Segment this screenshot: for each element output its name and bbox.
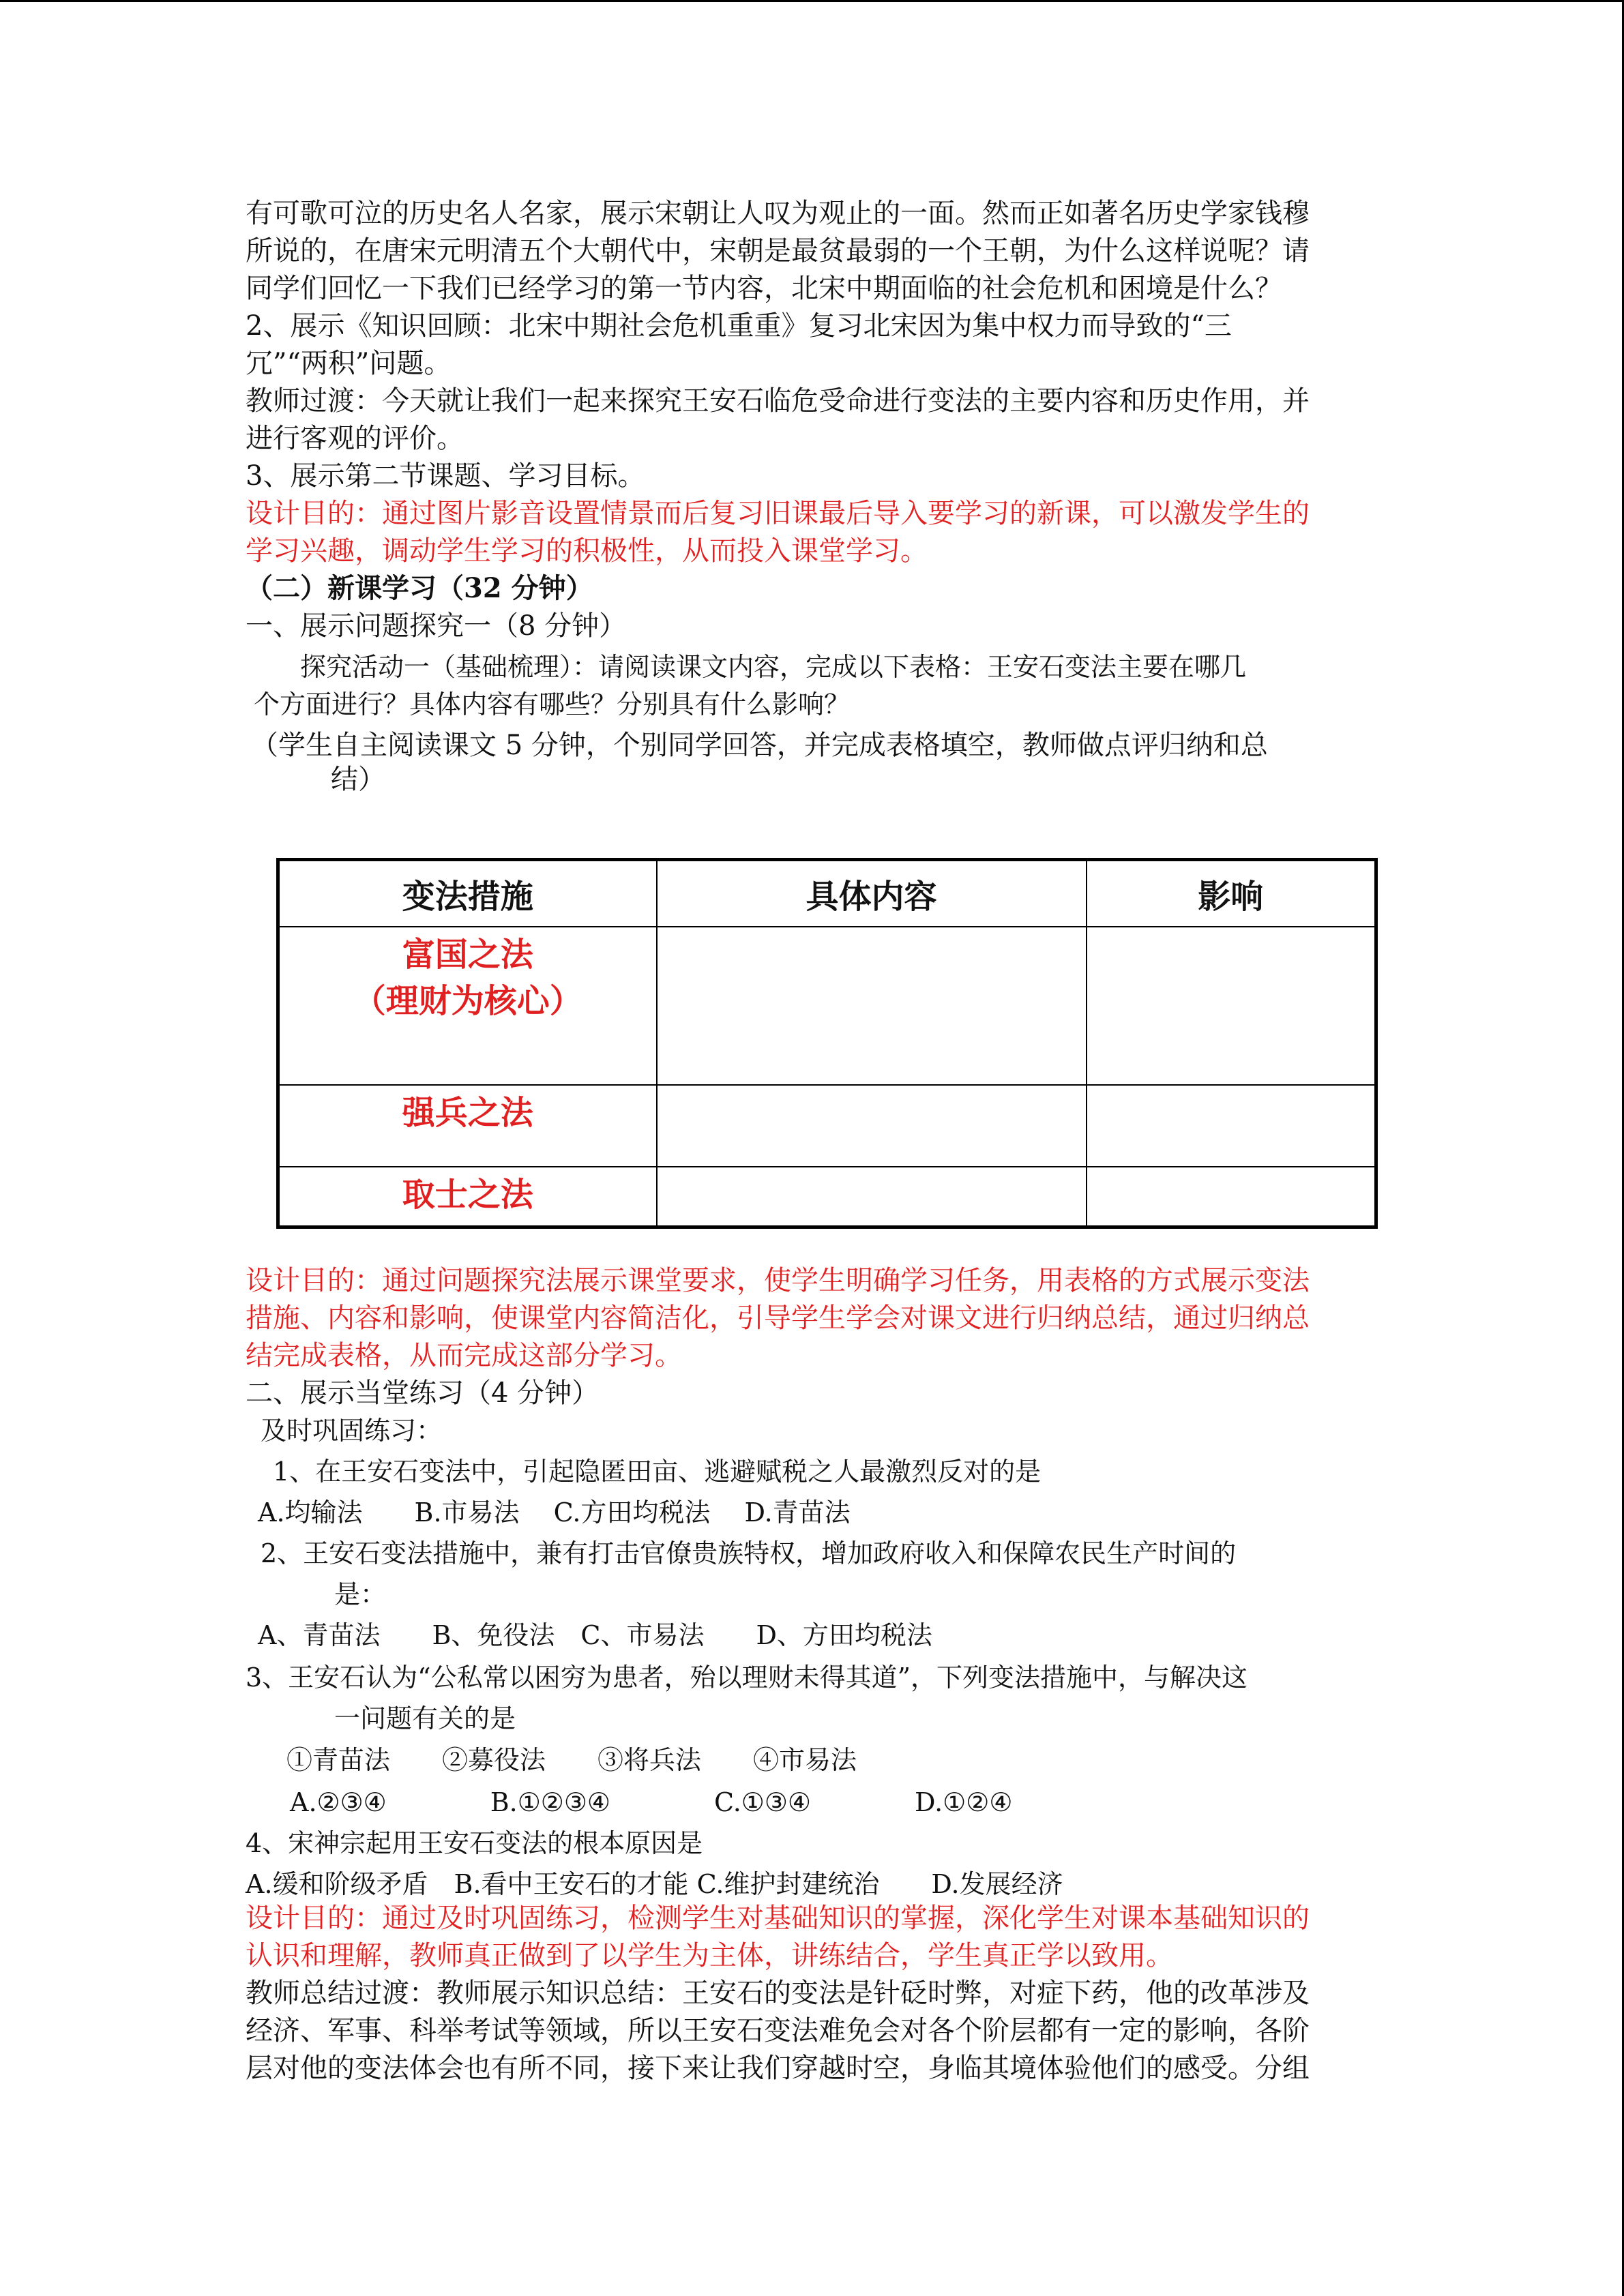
effect-cell[interactable]: [1087, 1085, 1376, 1167]
step2-line-2: 冗”“两积”问题。: [246, 348, 452, 379]
q3-stem-line-1: 3、王安石认为“公私常以困穷为患者，殆以理财未得其道”，下列变法措施中，与解决这: [246, 1663, 1248, 1693]
page-border-top: [0, 0, 1624, 2]
activity1-line-2: 个方面进行？具体内容有哪些？分别具有什么影响？: [254, 689, 851, 719]
summary-line-1: 教师总结过渡：教师展示知识总结：王安石的变法是针砭时弊，对症下药，他的改革涉及: [246, 1978, 1310, 2009]
q1-options: A.均输法 B.市易法 C.方田均税法 D.青苗法: [258, 1497, 851, 1527]
design-purpose-2-line-3: 结完成表格，从而完成这部分学习。: [246, 1340, 682, 1371]
section2-heading: （二）新课学习（32 分钟）: [246, 572, 593, 604]
design-purpose-1-line-1: 设计目的：通过图片影音设置情景而后复习旧课最后导入要学习的新课，可以激发学生的: [246, 498, 1310, 529]
part1-heading: 一、展示问题探究一（8 分钟）: [246, 610, 627, 642]
table-row: [278, 927, 1376, 1085]
measure-label: 取士之法: [402, 1176, 533, 1214]
transition1-line-2: 进行客观的评价。: [246, 423, 464, 454]
effect-cell[interactable]: [1087, 1167, 1376, 1227]
step2-line-1: 2、展示《知识回顾：北宋中期社会危机重重》复习北宋因为集中权力而导致的“三: [246, 310, 1232, 342]
effect-cell[interactable]: [1087, 927, 1376, 1085]
q3-items: ①青苗法 ②募役法 ③将兵法 ④市易法: [286, 1745, 857, 1775]
instruction-line-1: （学生自主阅读课文 5 分钟，个别同学回答，并完成表格填空，教师做点评归纳和总: [251, 730, 1268, 761]
table-row: [278, 1085, 1376, 1167]
measure-cell: [278, 927, 657, 1085]
q4-stem: 4、宋神宗起用王安石变法的根本原因是: [246, 1828, 703, 1858]
content-cell[interactable]: [657, 1085, 1087, 1167]
design-purpose-3-line-2: 认识和理解，教师真正做到了以学生为主体，讲练结合，学生真正学以致用。: [246, 1940, 1173, 1971]
transition1-line-1: 教师过渡：今天就让我们一起来探究王安石临危受命进行变法的主要内容和历史作用，并: [246, 385, 1310, 417]
intro-line-2: 所说的，在唐宋元明清五个大朝代中，宋朝是最贫最弱的一个王朝，为什么这样说呢？请: [246, 235, 1310, 267]
summary-line-3: 层对他的变法体会也有所不同，接下来让我们穿越时空，身临其境体验他们的感受。分组: [246, 2053, 1310, 2084]
activity1-line-1: 探究活动一（基础梳理）：请阅读课文内容，完成以下表格：王安石变法主要在哪几: [300, 652, 1247, 682]
header-effect: 影响: [1087, 860, 1376, 927]
header-content: 具体内容: [657, 860, 1087, 927]
table-row: [278, 1167, 1376, 1227]
q2-options: A、青苗法 B、免役法 C、市易法 D、方田均税法: [258, 1620, 932, 1650]
q2-stem-line-1: 2、王安石变法措施中，兼有打击官僚贵族特权，增加政府收入和保障农民生产时间的: [261, 1538, 1237, 1568]
content-cell[interactable]: [657, 927, 1087, 1085]
content-cell[interactable]: [657, 1167, 1087, 1227]
step3-line: 3、展示第二节课题、学习目标。: [246, 460, 645, 492]
design-purpose-3-line-1: 设计目的：通过及时巩固练习，检测学生对基础知识的掌握，深化学生对课本基础知识的: [246, 1903, 1310, 1934]
q3-options: A.②③④ B.①②③④ C.①③④ D.①②④: [290, 1787, 1013, 1817]
intro-line-1: 有可歌可泣的历史名人名家，展示宋朝让人叹为观止的一面。然而正如著名历史学家钱穆: [246, 198, 1310, 229]
instruction-line-2: 结）: [331, 764, 385, 795]
measure-label: 富国之法: [402, 936, 533, 974]
design-purpose-2-line-1: 设计目的：通过问题探究法展示课堂要求，使学生明确学习任务，用表格的方式展示变法: [246, 1265, 1310, 1296]
q3-stem-line-2: 一问题有关的是: [334, 1703, 516, 1733]
reform-measures-table: [276, 858, 1378, 1229]
design-purpose-2-line-2: 措施、内容和影响，使课堂内容简洁化，引导学生学会对课文进行归纳总结，通过归纳总: [246, 1302, 1310, 1334]
q2-stem-line-2: 是：: [334, 1579, 387, 1609]
measure-label: 强兵之法: [402, 1094, 533, 1132]
measure-note: （理财为核心）: [353, 982, 582, 1020]
practice-label: 及时巩固练习：: [261, 1416, 443, 1446]
q1-stem: 1、在王安石变法中，引起隐匿田亩、逃避赋税之人最激烈反对的是: [273, 1457, 1042, 1487]
table-header-row: [278, 860, 1376, 927]
summary-line-2: 经济、军事、科举考试等领域，所以王安石变法难免会对各个阶层都有一定的影响，各阶: [246, 2015, 1310, 2046]
part2-heading: 二、展示当堂练习（4 分钟）: [246, 1377, 600, 1409]
design-purpose-1-line-2: 学习兴趣，调动学生学习的积极性，从而投入课堂学习。: [246, 535, 928, 567]
q4-options: A.缓和阶级矛盾 B.看中王安石的才能 C.维护封建统治 D.发展经济: [246, 1869, 1063, 1899]
header-measure: 变法措施: [278, 860, 657, 927]
measure-cell: [278, 1085, 657, 1167]
measure-cell: [278, 1167, 657, 1227]
intro-line-3: 同学们回忆一下我们已经学习的第一节内容，北宋中期面临的社会危机和困境是什么？: [246, 273, 1282, 304]
